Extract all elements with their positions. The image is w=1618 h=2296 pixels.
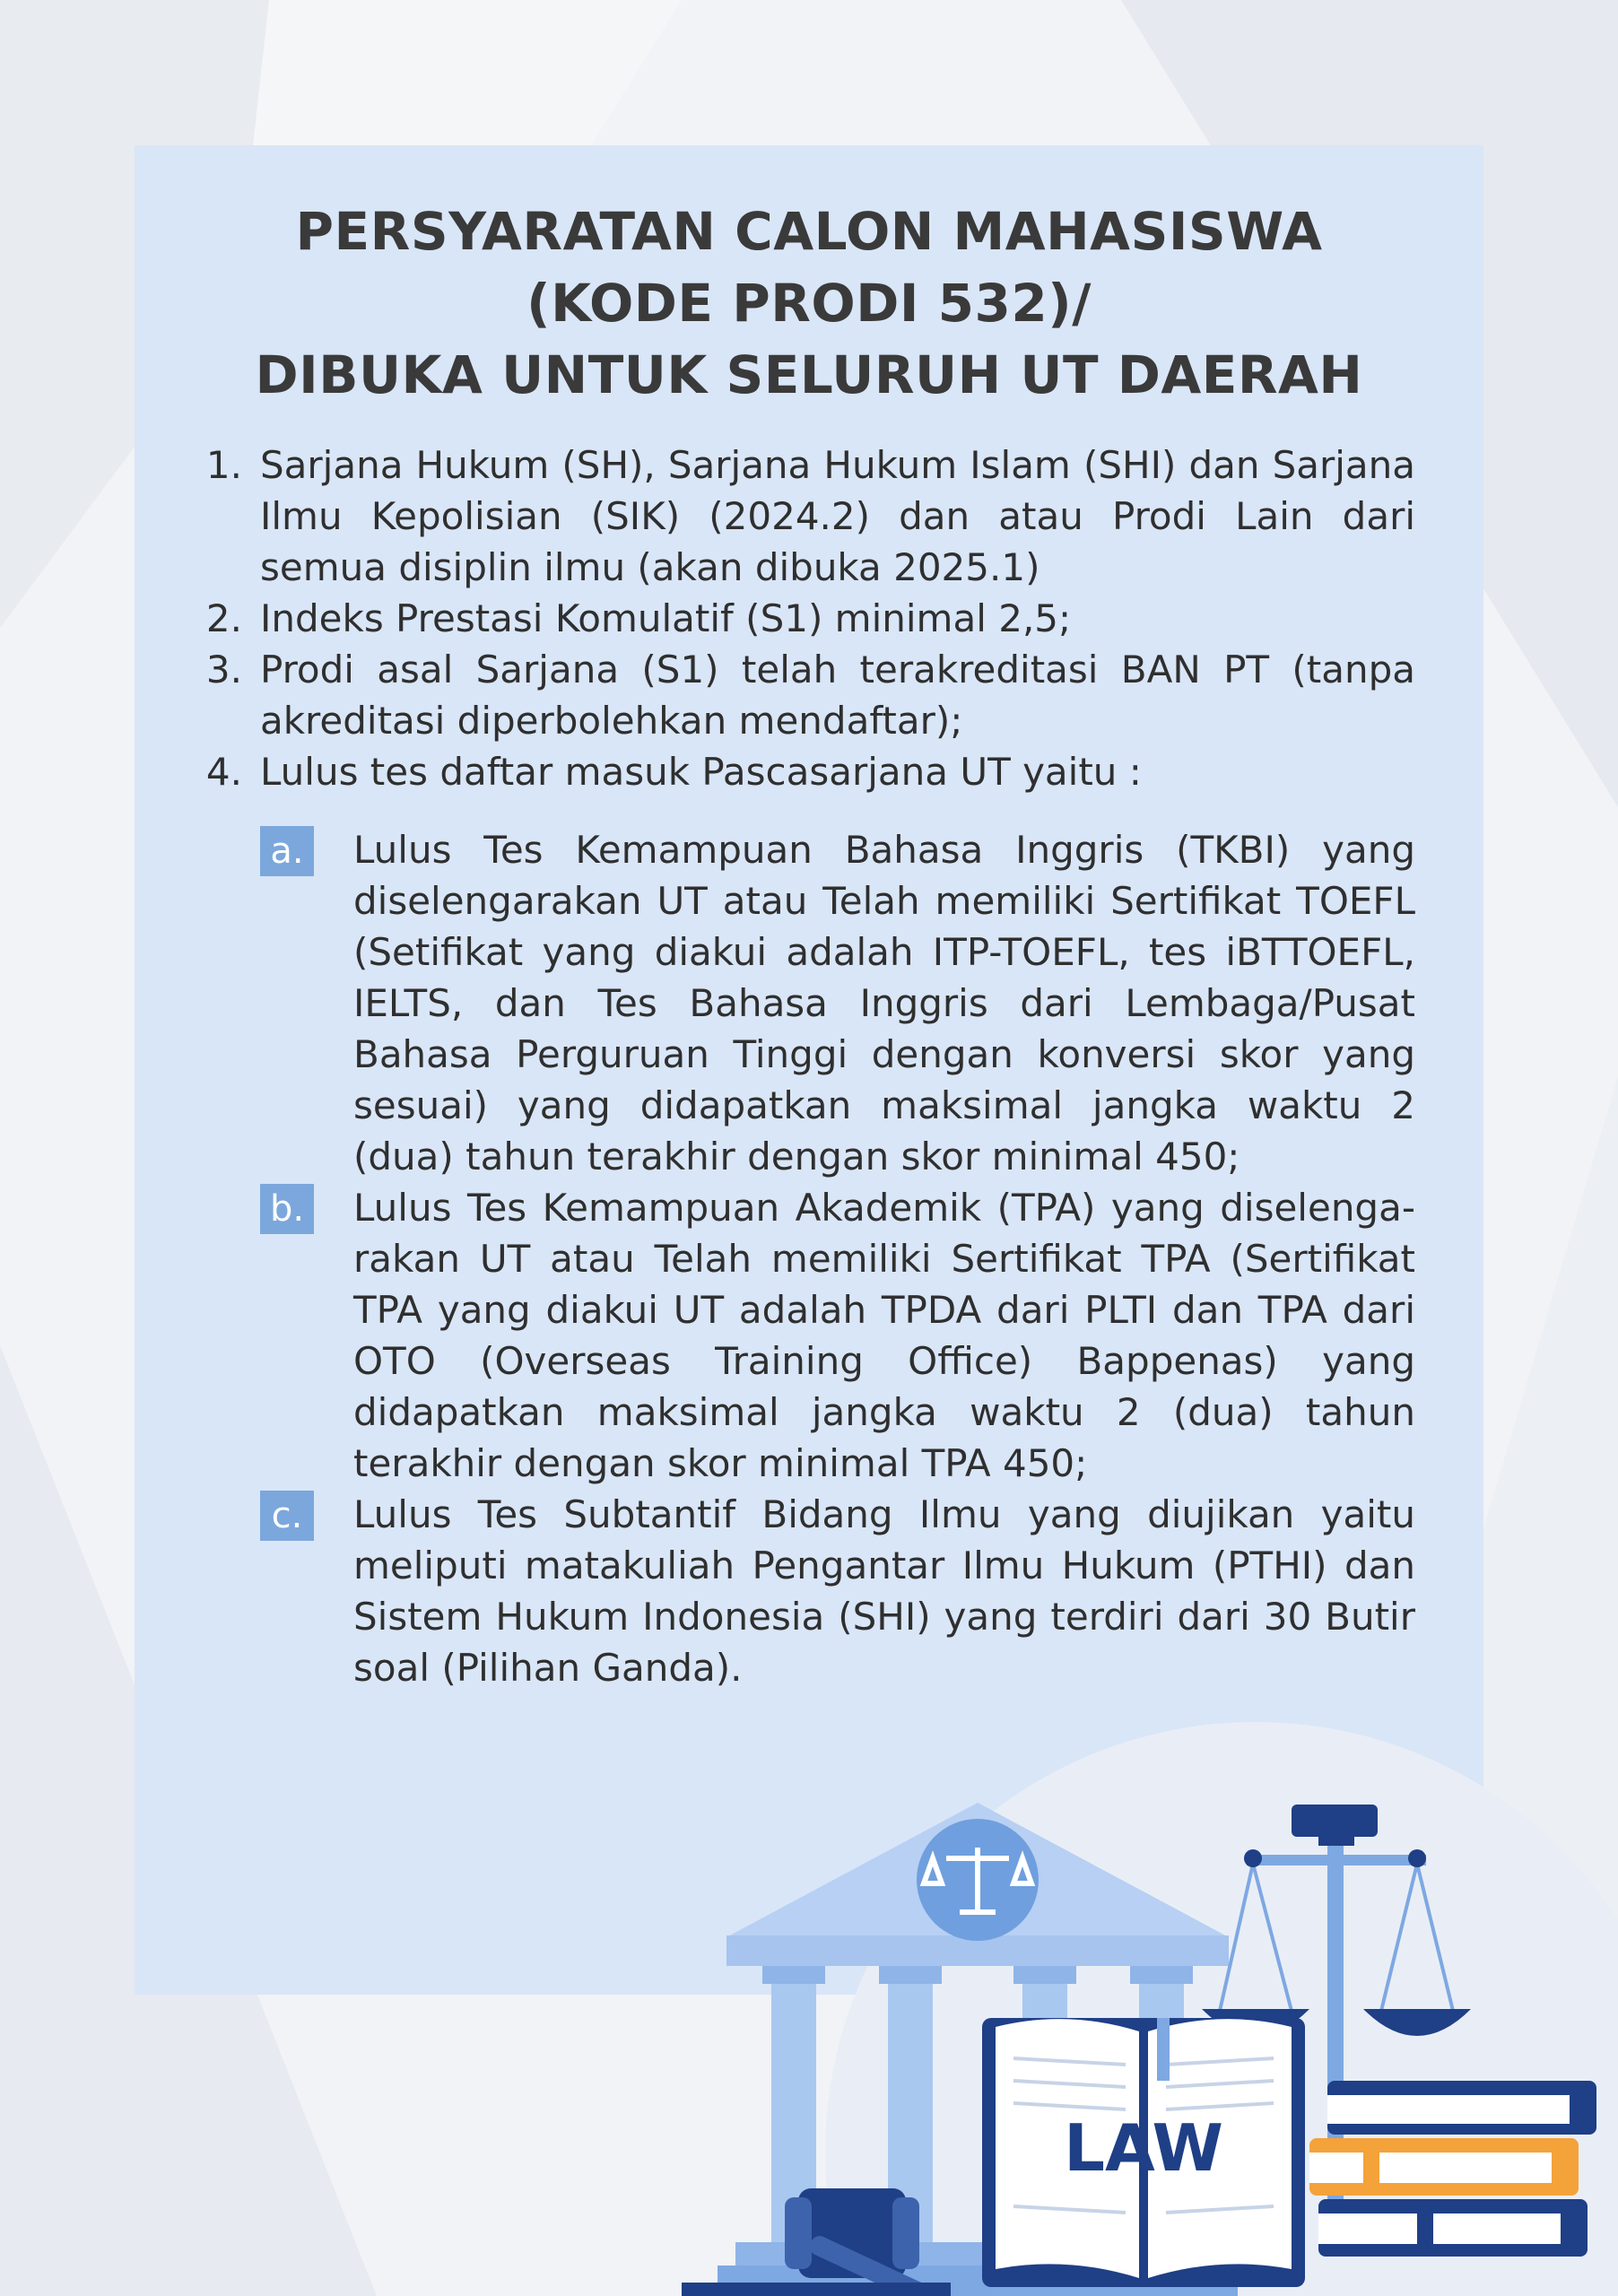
sub-requirement-badge: c. bbox=[260, 1491, 314, 1541]
sub-requirements-list bbox=[188, 824, 1415, 1693]
requirement-number: 1. bbox=[205, 443, 242, 487]
requirement-text: Lulus tes daftar masuk Pascasarjana UT yaitu : bbox=[260, 750, 1142, 794]
book-label: LAW bbox=[1064, 2110, 1223, 2186]
title-line-1: PERSYARATAN CALON MAHASISWA bbox=[295, 201, 1323, 262]
sub-requirement-text: Lulus Tes Kemampuan Akademik (TPA) yang diselenga-rakan UT atau Telah memiliki Sertifikat TPA (Sertifikat TPA yang diakui UT adalah TPDA dari PLTI dan TPA dari OTO (Overseas Training Office) Bappenas) yang didapatkan maksimal jangka waktu 2 (dua) tahun terakhir dengan skor minimal TPA 450; bbox=[353, 1186, 1415, 1485]
requirement-item bbox=[188, 746, 1415, 797]
sub-requirement-text: Lulus Tes Subtantif Bidang Ilmu yang diujikan yaitu meliputi matakuliah Pengantar Ilmu Hukum (PTHI) dan Sistem Hukum Indonesia (SHI) yang terdiri dari 30 Butir soal (Pilihan Ganda). bbox=[353, 1492, 1415, 1690]
requirement-number: 2. bbox=[205, 596, 242, 640]
title-line-3: DIBUKA UNTUK SELURUH UT DAERAH bbox=[255, 344, 1363, 405]
open-law-book-icon bbox=[982, 2018, 1305, 2287]
sub-requirement-badge: b. bbox=[260, 1184, 314, 1234]
requirement-text: Sarjana Hukum (SH), Sarjana Hukum Islam (SHI) dan Sarjana Ilmu Kepolisian (SIK) (2024.2) dan atau Prodi Lain dari semua disiplin ilmu (akan dibuka 2025.1) bbox=[260, 443, 1415, 589]
requirement-item bbox=[188, 439, 1415, 593]
sub-requirement-item bbox=[260, 824, 1415, 1182]
sub-requirement-text: Lulus Tes Kemampuan Bahasa Inggris (TKBI) yang diselengarakan UT atau Telah memiliki Sertifikat TOEFL (Setifikat yang diakui adalah ITP-TOEFL, tes iBTTOEFL, IELTS, dan Tes Bahasa Inggris dari Lembaga/Pusat Bahasa Perguruan Tinggi dengan konversi skor yang sesuai) yang didapatkan maksimal jangka waktu 2 (dua) tahun terakhir dengan skor minimal 450; bbox=[353, 828, 1415, 1178]
requirement-text: Indeks Prestasi Komulatif (S1) minimal 2,5; bbox=[260, 596, 1072, 640]
requirements-list bbox=[188, 439, 1415, 1693]
law-illustration bbox=[628, 1704, 1618, 2296]
requirement-item bbox=[188, 644, 1415, 746]
sub-requirement-item bbox=[260, 1489, 1415, 1693]
page-title bbox=[135, 196, 1483, 411]
requirement-number: 3. bbox=[205, 648, 242, 691]
sub-requirement-badge: a. bbox=[260, 826, 314, 876]
requirement-number: 4. bbox=[205, 750, 242, 794]
sub-requirement-item bbox=[260, 1182, 1415, 1489]
requirement-text: Prodi asal Sarjana (S1) telah terakreditasi BAN PT (tanpa akreditasi diperbolehkan mendaftar); bbox=[260, 648, 1415, 743]
book-stack-icon bbox=[1309, 2081, 1596, 2257]
title-line-2: (KODE PRODI 532)/ bbox=[526, 273, 1092, 334]
requirement-item bbox=[188, 593, 1415, 644]
